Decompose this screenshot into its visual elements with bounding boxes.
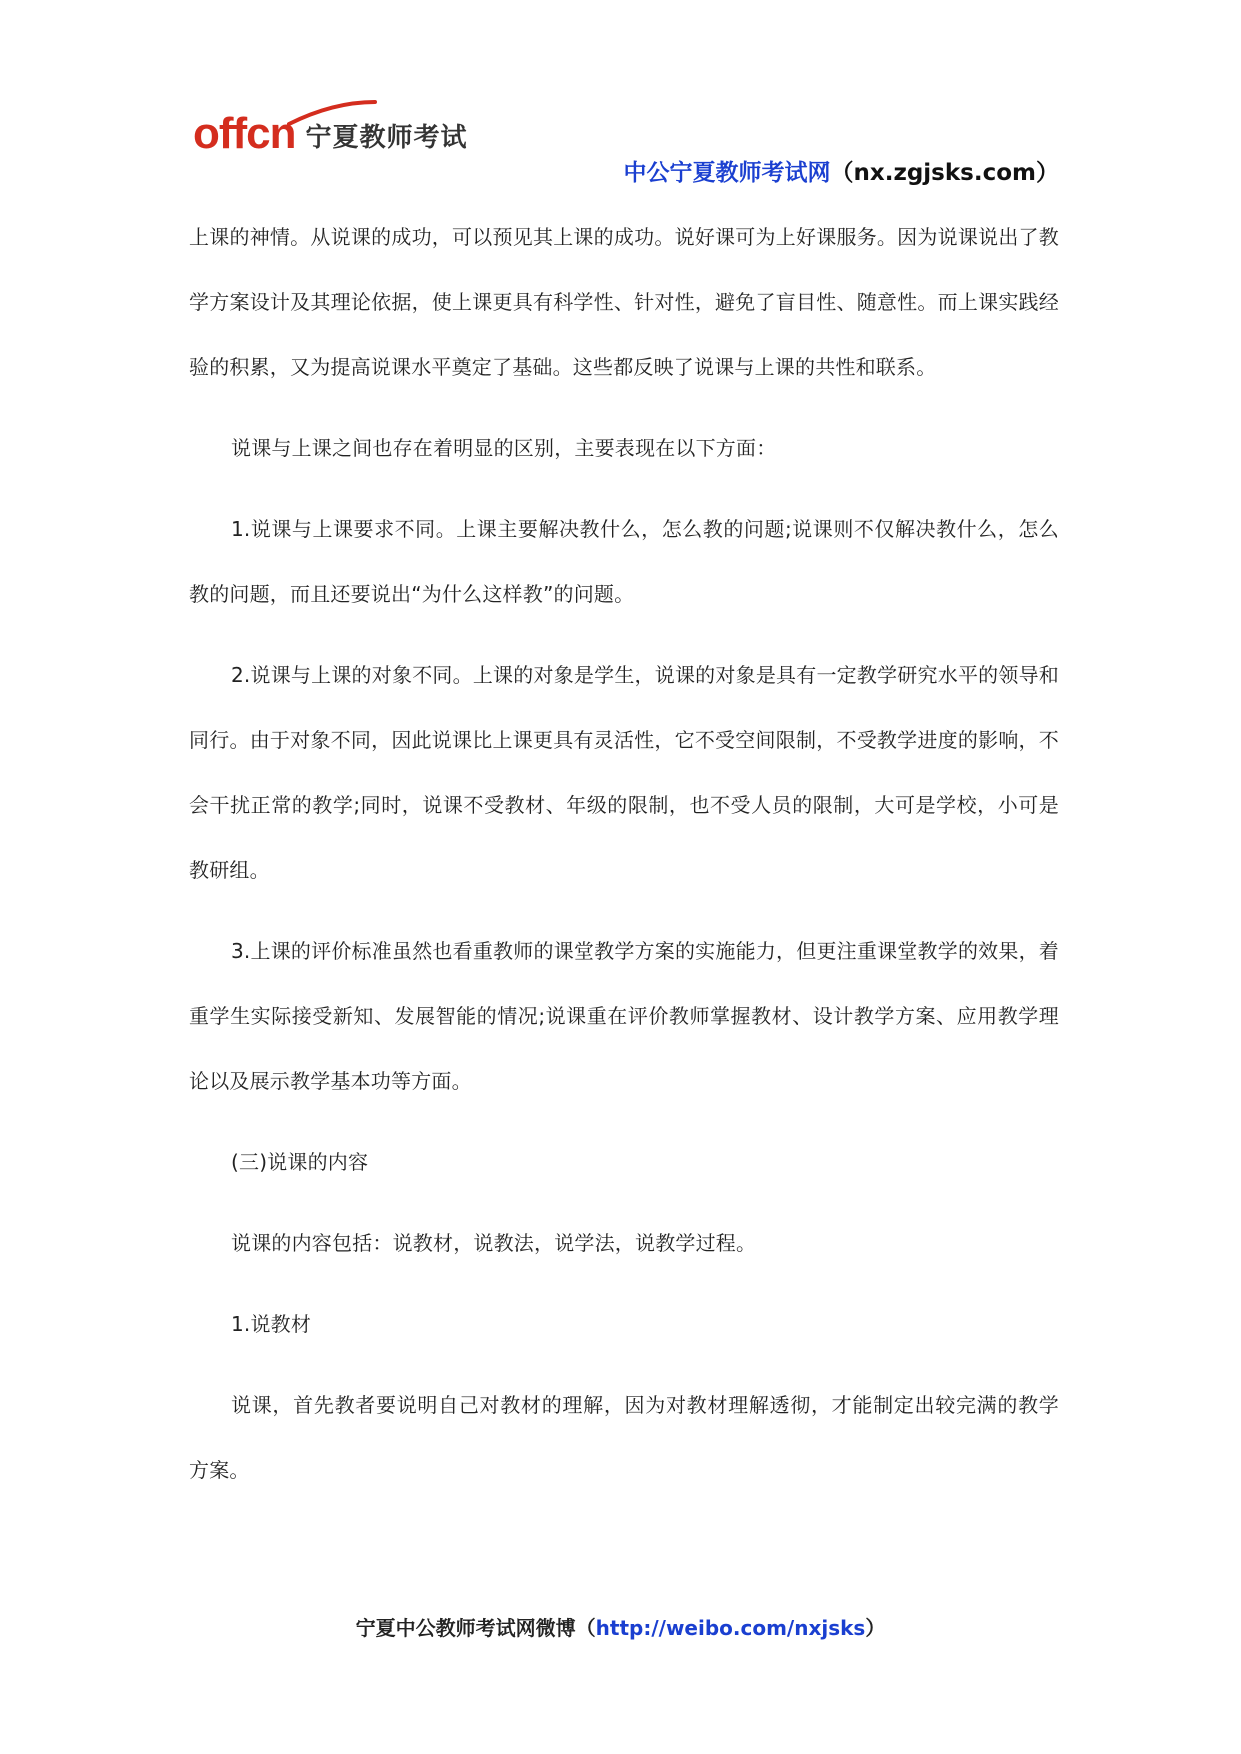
paragraph: 说课，首先教者要说明自己对教材的理解，因为对教材理解透彻，才能制定出较完满的教学方案。 (189, 1393, 1059, 1482)
weibo-url-link[interactable]: http://weibo.com/nxjsks (595, 1616, 866, 1640)
paragraph: 上课的神情。从说课的成功，可以预见其上课的成功。说好课可为上好课服务。因为说课说出了教学方案设计及其理论依据，使上课更具有科学性、针对性，避免了盲目性、随意性。而上课实践经验的积累，又为提高说课水平奠定了基础。这些都反映了说课与上课的共性和联系。 (189, 225, 1059, 379)
logo-swoosh-icon (287, 100, 377, 126)
weibo-name: 宁夏中公教师考试网微博（ (355, 1616, 596, 1640)
logo-name: 宁夏教师考试 (305, 123, 468, 153)
footer-weibo (0, 1612, 1241, 1641)
article-body (189, 205, 1059, 1519)
paragraph: 2.说课与上课的对象不同。上课的对象是学生，说课的对象是具有一定教学研究水平的领导和同行。由于对象不同，因此说课比上课更具有灵活性，它不受空间限制，不受教学进度的影响，不会干扰正常的教学;同时，说课不受教材、年级的限制，也不受人员的限制，大可是学校，小可是教研组。 (189, 663, 1059, 882)
weibo-close: ） (865, 1616, 886, 1640)
paragraph: 说课的内容包括：说教材，说教法，说学法，说教学过程。 (231, 1231, 757, 1255)
paragraph: (三)说课的内容 (231, 1150, 369, 1174)
logo-mark: offcn (193, 109, 296, 158)
paragraph: 1.说教材 (231, 1312, 312, 1336)
paragraph: 1.说课与上课要求不同。上课主要解决教什么，怎么教的问题;说课则不仅解决教什么，怎么教的问题，而且还要说出“为什么这样教”的问题。 (189, 517, 1059, 606)
site-name[interactable]: 中公宁夏教师考试网 (623, 160, 831, 186)
paragraph: 说课与上课之间也存在着明显的区别，主要表现在以下方面： (231, 436, 777, 460)
site-link[interactable] (624, 157, 1060, 189)
site-url[interactable]: （nx.zgjsks.com） (830, 160, 1059, 186)
paragraph: 3.上课的评价标准虽然也看重教师的课堂教学方案的实施能力，但更注重课堂教学的效果，着重学生实际接受新知、发展智能的情况;说课重在评价教师掌握教材、设计教学方案、应用教学理论以及展示教学基本功等方面。 (189, 939, 1059, 1093)
offcn-logo (193, 108, 468, 156)
